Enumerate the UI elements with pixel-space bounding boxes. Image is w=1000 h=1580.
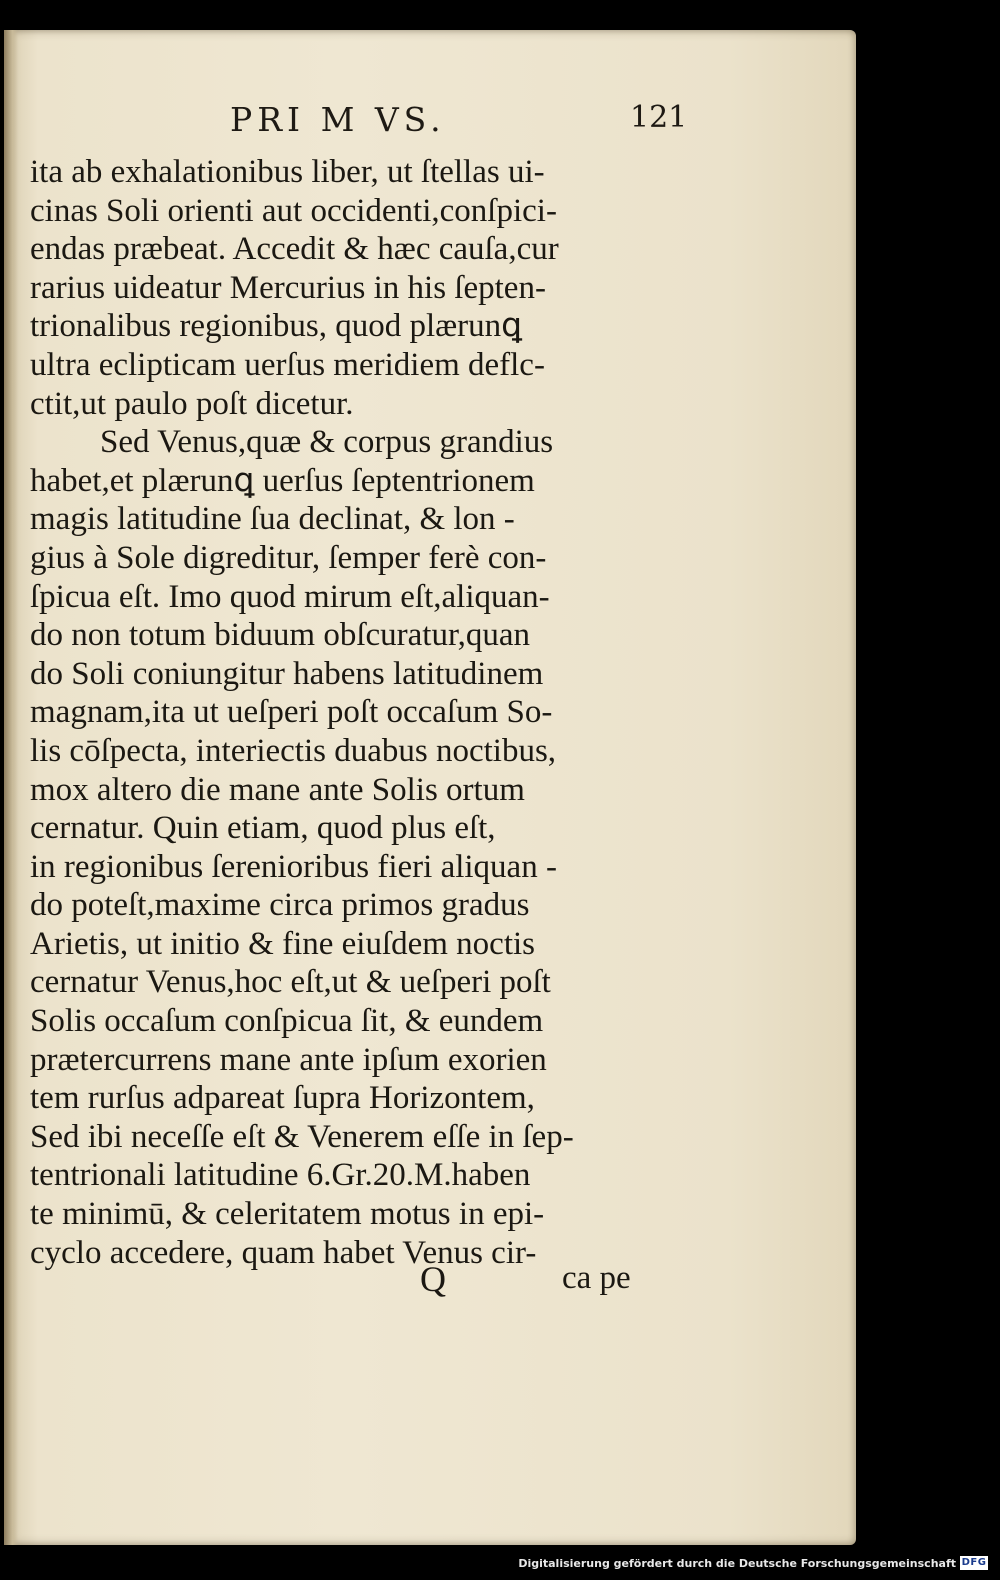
- text-line: Sed ibi neceſſe eſt & Venerem eſſe in ſep-: [30, 1118, 574, 1155]
- text-line: in regionibus ſerenioribus fieri aliquan -: [30, 848, 557, 885]
- text-line: mox altero die mane ante Solis ortum: [30, 771, 525, 808]
- text-line: ſpicua eſt. Imo quod mirum eſt,aliquan-: [30, 578, 550, 615]
- text-line: cernatur Venus,hoc eſt,ut & ueſperi poſt: [30, 964, 551, 1001]
- text-line: ultra eclipticam uerſus meridiem deflc-: [30, 346, 545, 383]
- text-line: tem rurſus adpareat ſupra Horizontem,: [30, 1080, 535, 1117]
- text-line: gius à Sole digreditur, ſemper ferè con-: [30, 539, 547, 576]
- text-line: do non totum biduum obſcuratur,quan: [30, 617, 531, 654]
- running-head: PRI M VS.: [230, 100, 446, 139]
- text-line: magis latitudine ſua declinat, & lon -: [30, 501, 515, 538]
- text-line: do poteſt,maxime circa primos gradus: [30, 887, 530, 924]
- text-line: lis cōſpecta, interiectis duabus noctibus,: [30, 732, 557, 769]
- text-line: Solis occaſum conſpicua ſit, & eundem: [30, 1003, 544, 1040]
- catchword: ca pe: [562, 1260, 631, 1296]
- body-text: [30, 153, 640, 1272]
- text-line: tentrionali latitudine 6.Gr.20.M.haben: [30, 1157, 531, 1194]
- dfg-logo: DFG: [961, 1557, 987, 1568]
- signature-mark: Q: [420, 1259, 446, 1299]
- text-line: rarius uideatur Mercurius in his ſepten-: [30, 269, 546, 306]
- text-line: cinas Soli orienti aut occidenti,conſpici-: [30, 192, 557, 229]
- text-line: te minimū, & celeritatem motus in epi-: [30, 1196, 545, 1233]
- text-line: Arietis, ut initio & fine eiuſdem noctis: [30, 925, 536, 962]
- text-line: magnam,ita ut ueſperi poſt occaſum So-: [30, 694, 553, 731]
- text-line: cyclo accedere, quam habet Venus cir-: [30, 1234, 537, 1271]
- page-gutter-edge: [4, 30, 18, 1545]
- text-line: ctit,ut paulo poſt dicetur.: [30, 385, 354, 422]
- paragraph-start-line: Sed Venus,quæ & corpus grandius: [100, 424, 554, 461]
- text-line: habet,et plærunꝗ uerſus ſeptentrionem: [30, 462, 535, 499]
- text-line: endas præbeat. Accedit & hæc cauſa,cur: [30, 231, 559, 268]
- digitization-credit: Digitalisierung gefördert durch die Deutsche Forschungsgemeinschaft: [518, 1557, 956, 1570]
- text-line: prætercurrens mane ante ipſum exorien: [30, 1041, 547, 1078]
- page-number: 121: [630, 100, 688, 135]
- text-line: do Soli coniungitur habens latitudinem: [30, 655, 544, 692]
- text-line: ita ab exhalationibus liber, ut ſtellas ui-: [30, 154, 545, 190]
- text-line: cernatur. Quin etiam, quod plus eſt,: [30, 810, 496, 847]
- text-line: trionalibus regionibus, quod plærunꝗ: [30, 308, 523, 345]
